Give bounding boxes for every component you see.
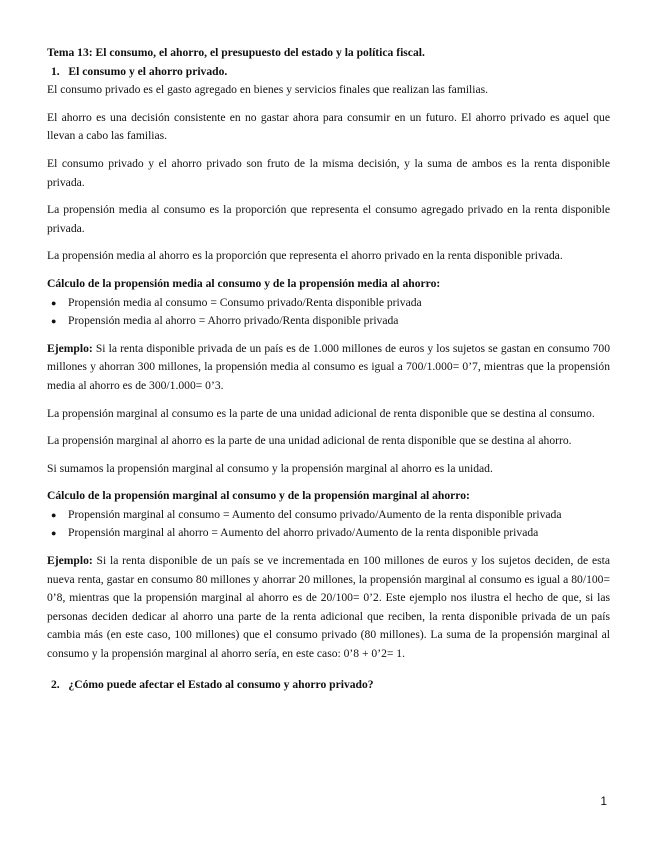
paragraph-marginal-ahorro: La propensión marginal al ahorro es la parte de una unidad adicional de renta disponible que se destina al ahorro. — [47, 434, 572, 448]
calc-media-list — [47, 294, 610, 331]
ejemplo-2 — [47, 552, 610, 664]
list-item-text: Propensión media al ahorro = Ahorro privado/Renta disponible privada — [68, 314, 399, 328]
paragraph-propension-media-ahorro: La propensión media al ahorro es la proporción que representa el ahorro privado en la renta disponible privada. — [47, 249, 563, 263]
paragraph-suma: El consumo privado y el ahorro privado son fruto de la misma decisión, y la suma de ambos es la renta disponible privada. — [47, 156, 610, 189]
list-item-text: Propensión marginal al consumo = Aumento del consumo privado/Aumento de la renta disponible privada — [68, 507, 562, 521]
ejemplo-label: Ejemplo: — [47, 341, 93, 355]
page-number: 1 — [600, 794, 607, 808]
paragraph-ahorro: El ahorro es una decisión consistente en no gastar ahora para consumir en un futuro. El ahorro privado es aquel que llevan a cabo las familias. — [47, 110, 610, 143]
bullet-icon: ● — [51, 316, 57, 327]
ejemplo-label: Ejemplo: — [47, 554, 93, 568]
paragraph-propension-media-consumo: La propensión media al consumo es la proporción que representa el consumo agregado privado en la renta disponible privada. — [47, 203, 610, 235]
bullet-icon: ● — [51, 528, 57, 539]
list-item — [47, 506, 610, 525]
bullet-icon: ● — [51, 509, 57, 520]
document-page — [47, 44, 610, 694]
section-1-number: 1. — [51, 64, 60, 78]
paragraph-consumo-privado: El consumo privado es el gasto agregado en bienes y servicios finales que realizan las familias. — [47, 83, 489, 97]
list-item — [47, 312, 610, 331]
paragraph-marginal-consumo: La propensión marginal al consumo es la parte de una unidad adicional de renta disponible que se destina al consumo. — [47, 406, 595, 420]
section-1-title: El consumo y el ahorro privado. — [68, 64, 228, 78]
section-2-title: ¿Cómo puede afectar el Estado al consumo y ahorro privado? — [68, 677, 374, 691]
list-item — [47, 294, 610, 313]
calc-marginal-list — [47, 506, 610, 543]
calc-media-heading: Cálculo de la propensión media al consumo y de la propensión media al ahorro: — [47, 276, 441, 290]
ejemplo-text: Si la renta disponible privada de un país es de 1.000 millones de euros y los sujetos se gastan en consumo 700 millones y ahorran 300 millones, la propensión media al consumo es igual a 700/1.000= 0’7, mientras que la propensión media al ahorro es de 300/1.000= 0’3. — [47, 341, 610, 392]
bullet-icon: ● — [51, 297, 57, 308]
ejemplo-1 — [47, 340, 610, 396]
paragraph-marginal-suma: Si sumamos la propensión marginal al consumo y la propensión marginal al ahorro es la unidad. — [47, 461, 493, 475]
section-1-heading — [47, 63, 610, 82]
section-2-heading — [47, 676, 610, 695]
list-item-text: Propensión marginal al ahorro = Aumento del ahorro privado/Aumento de la renta disponible privada — [68, 526, 539, 540]
ejemplo-text: Si la renta disponible de un país se ve incrementada en 100 millones de euros y los sujetos deciden, de esta nueva renta, gastar en consumo 80 millones y ahorrar 20 millones, la propensión marginal al consumo es igual a 80/100= 0’8, mientras que la propensión marginal al ahorro es de 20/100= 0’2. Este ejemplo nos ilustra el hecho de que, si las personas deciden dedicar al ahorro una parte de la renta adicional que reciben, la renta disponible privada de un país cambia más (en este caso, 100 millones) que el consumo privado (80 millones). La suma de la propensión marginal al consumo y la propensión marginal al ahorro sería, en este caso: 0’8 + 0’2= 1. — [47, 554, 610, 661]
document-title: Tema 13: El consumo, el ahorro, el presupuesto del estado y la política fiscal. — [47, 46, 425, 59]
calc-marginal-heading: Cálculo de la propensión marginal al consumo y de la propensión marginal al ahorro: — [47, 489, 470, 503]
section-2-number: 2. — [51, 677, 60, 691]
list-item — [47, 524, 610, 543]
list-item-text: Propensión media al consumo = Consumo privado/Renta disponible privada — [68, 295, 422, 309]
